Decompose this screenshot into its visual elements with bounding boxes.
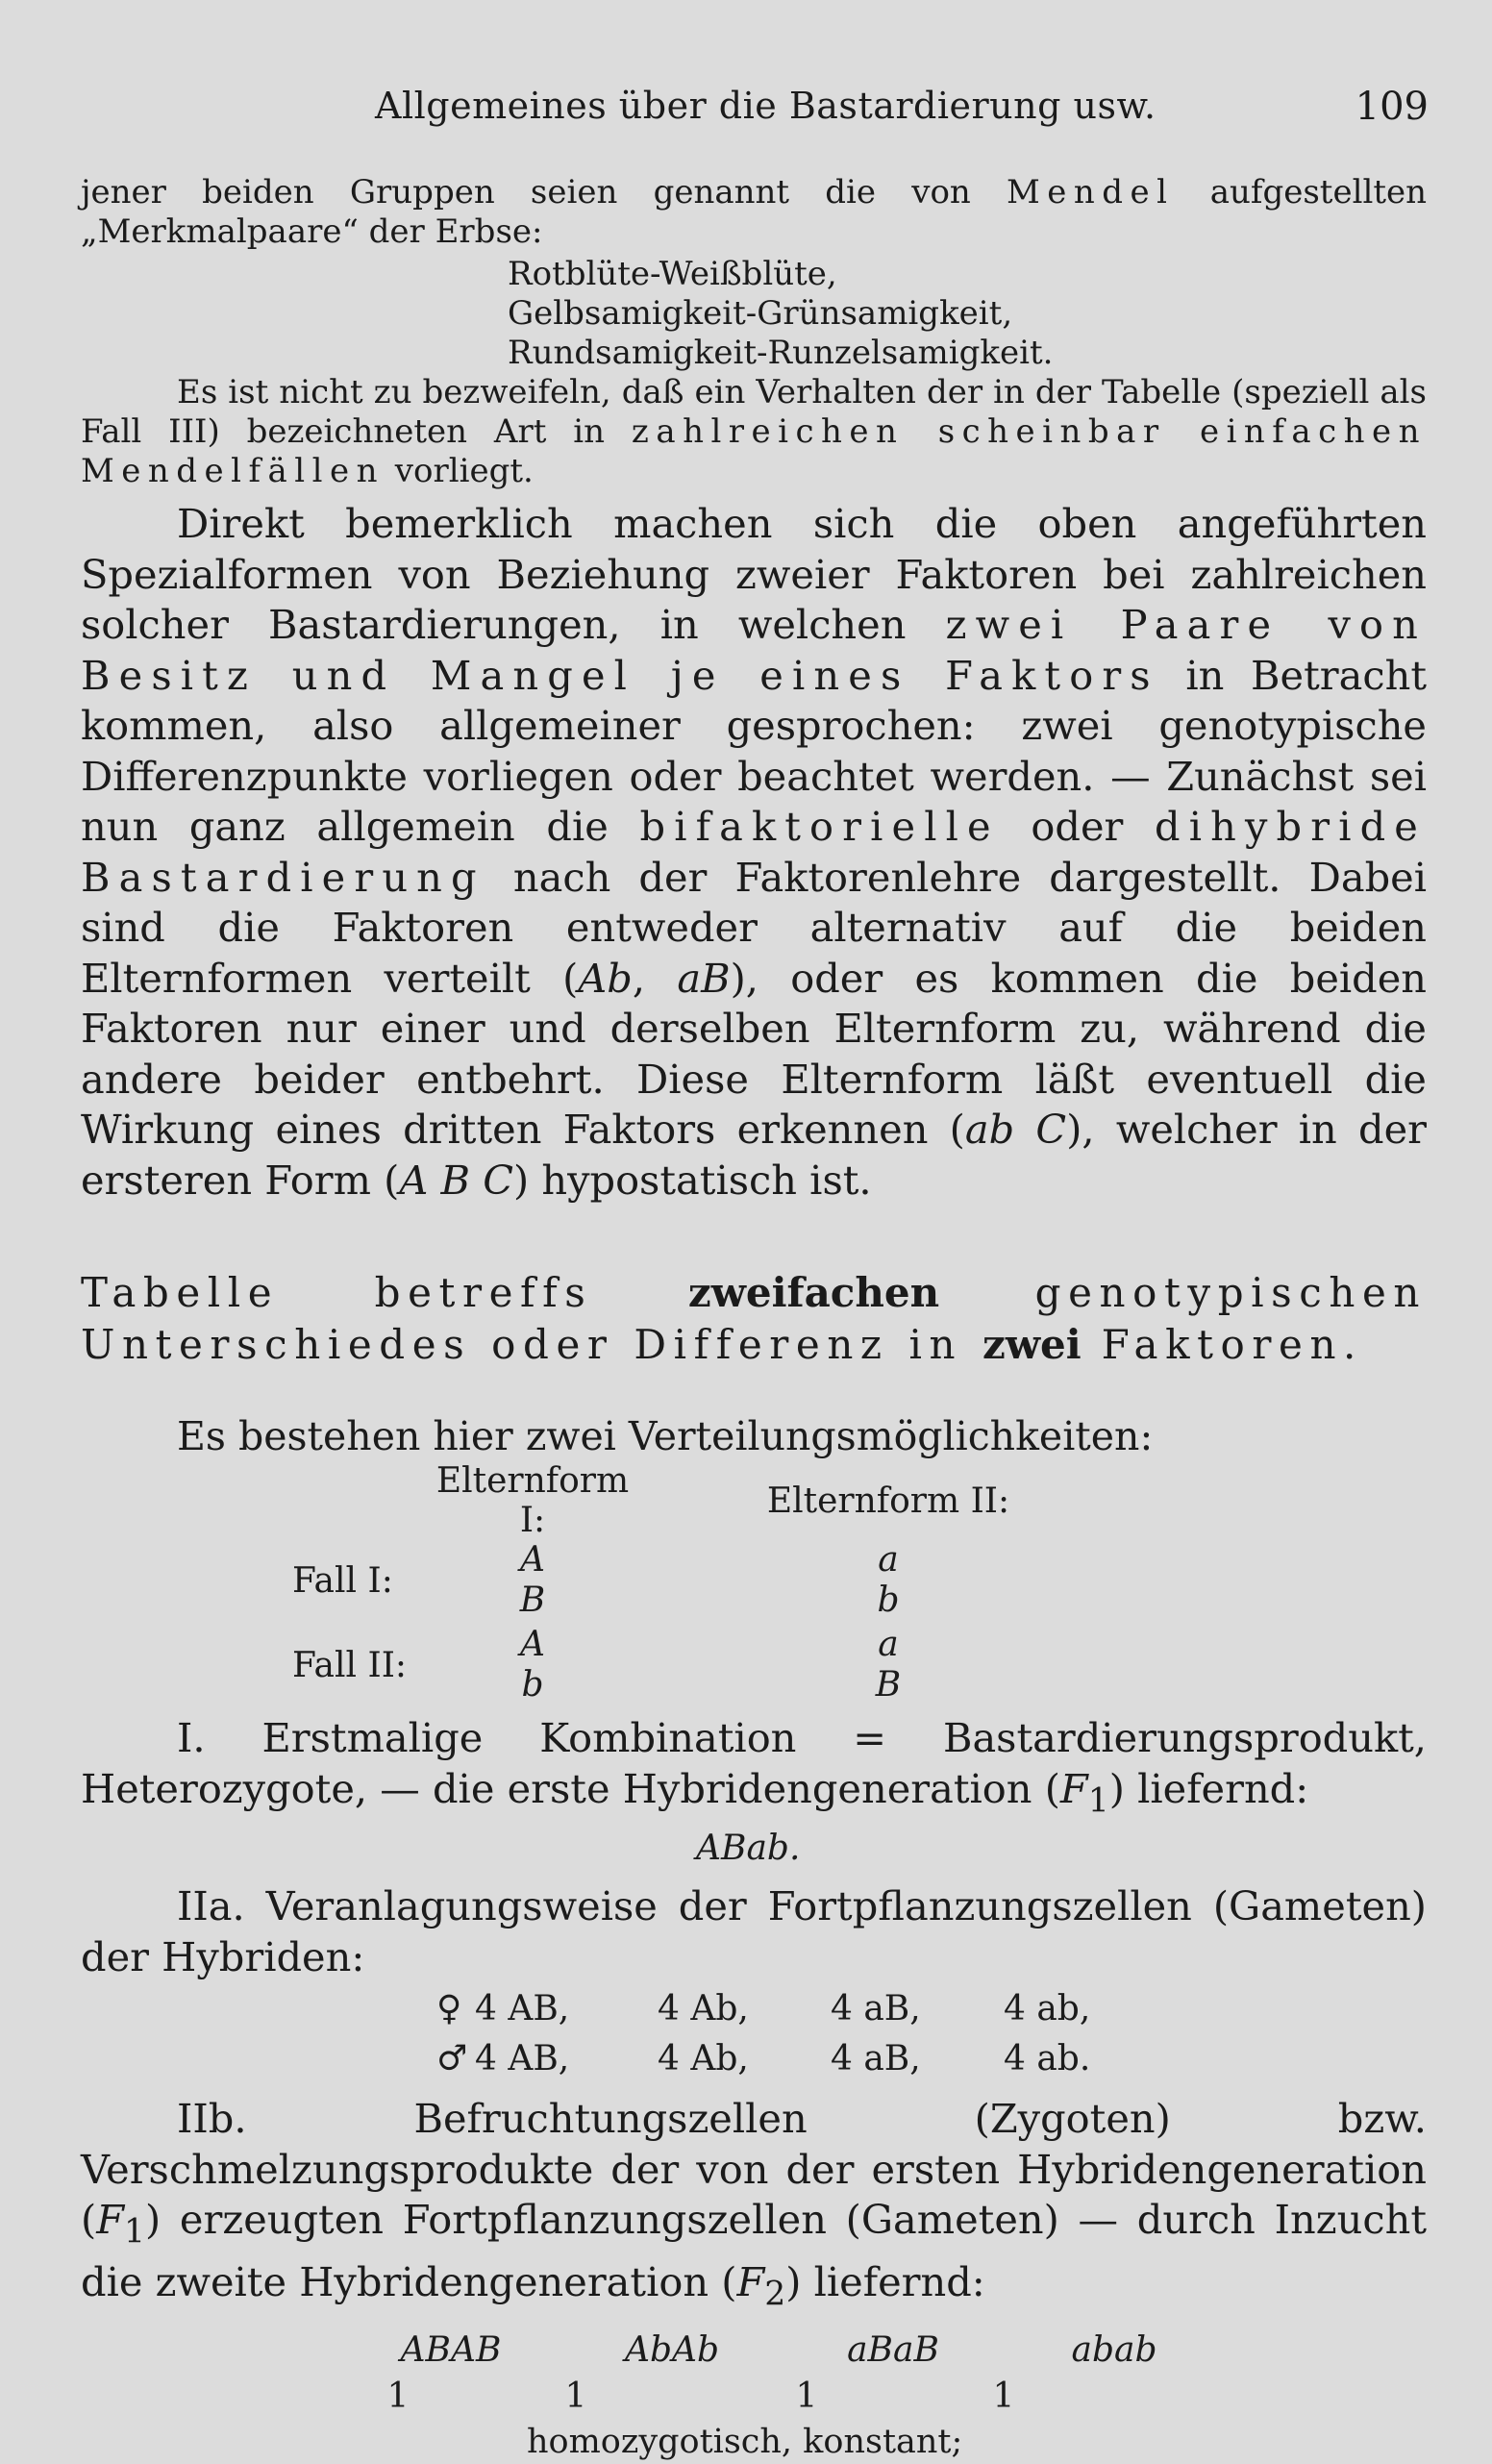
formula: F [736,2258,765,2306]
count: 1 [992,2376,1015,2416]
fall-label: Fall II: [292,1645,408,1685]
gamete: 4 aB, [831,1989,921,2029]
text-run: ) erzeugten Fortpflanzungszellen (Gameten) — durch Inzucht die zweite Hybridengeneration ( [81,2196,1427,2306]
male-gametes [436,2034,1427,2084]
table-heading [81,1267,1427,1371]
gamete: 4 Ab, [658,2039,749,2079]
column-header-elternform-2: Elternform II: [766,1481,1010,1521]
genotype: AbAb [624,2329,720,2370]
formula: aB [677,954,731,1002]
section-1 [81,1713,1427,1826]
text-run: ), oder es kommen die beiden Faktoren nur einer und derselben Elternform zu, während die andere beider entbehrt. Diese Elternform läßt eventuell die Wirkung eines dritten Faktors erkennen ( [81,954,1428,1153]
text-run: ) liefernd: [785,2258,985,2306]
bold-word: zwei [982,1321,1082,1368]
gamete: 4 Ab, [658,1989,749,2029]
paragraph-mendel-intro [81,173,1427,252]
homozygous-note: homozygotisch, konstant; [527,2422,963,2461]
text-run: aufgestellten „Merkmalpaare“ der Erbse: [81,173,1427,251]
text-run: ), welcher in der ersteren Form ( [81,1106,1427,1204]
column-header-elternform-1: Elternform I: [435,1461,630,1540]
text-run: vorliegt. [384,452,534,490]
text-run: , [632,954,678,1002]
formula-abab: ABab. [696,1829,801,1869]
list-item: Gelbsamigkeit-Grünsamigkeit, [508,294,1013,333]
subscript: 1 [1087,1780,1109,1820]
list-item: Rundsamigkeit-Runzelsamigkeit. [508,334,1054,372]
factor: a [878,1540,899,1580]
table-row [292,1540,1013,1621]
page-body [81,173,1427,2464]
page-number: 109 [1355,85,1429,129]
distribution-intro: Es bestehen hier zwei Verteilungsmöglichkeiten: [177,1413,1154,1459]
text-run: Es ist nicht zu bezweifeln, daß ein Verhalten der in der Tabelle (speziell als Fall III) bezeichneten Art in [81,373,1427,451]
factor-stack [859,1540,917,1621]
female-gametes [436,1984,1427,2034]
text-run: Faktoren. [1081,1321,1363,1368]
formula: F [96,2196,124,2244]
emphasis-spaced: bifaktorielle [639,803,1000,850]
running-header [87,85,1429,133]
formula: F [1059,1764,1088,1812]
genotype: abab [1071,2329,1157,2370]
text-run: in Betracht kommen, also allgemeiner gesprochen: zwei genotypische Differenzpunkte vorliegen oder beachtet werden. — Zunächst sei nun ganz allgemein die [81,651,1427,850]
formula: A B C [399,1156,513,1204]
gamete-list [81,1984,1427,2084]
text-run: ) hypostatisch ist. [512,1156,872,1204]
text-run: IIb. Befruchtungszellen (Zygoten) bzw. Verschmelzungsprodukte der von der ersten Hybridengeneration ( [81,2095,1427,2244]
gamete: 4 ab. [1004,2039,1091,2079]
formula: ab C [964,1106,1067,1153]
gamete: 4 AB, [475,1989,570,2029]
formula: Ab [578,954,633,1002]
gamete: 4 ab, [1004,1989,1091,2029]
text-run: I. Erstmalige Kombination = Bastardierungsprodukt, Heterozygote, — die erste Hybridengeneration ( [81,1714,1427,1812]
text-run: oder [999,803,1156,850]
count: 1 [386,2376,410,2416]
list-item: Rotblüte-Weißblüte, [508,255,837,293]
factor-stack [504,1540,561,1621]
factor: B [519,1580,546,1620]
section-2a: IIa. Veranlagungsweise der Fortpflanzungszellen (Gameten) der Hybriden: [81,1882,1427,1980]
mendel-name: Mendel [1007,173,1175,212]
female-symbol: ♀ [436,1989,462,2029]
subscript: 1 [124,2212,145,2252]
emphasis-spaced: zahlreichen scheinbar einfachen Mendelfällen [81,412,1427,490]
text-run: Tabelle betreffs [81,1269,688,1316]
genotype: aBaB [847,2329,939,2370]
factor: A [520,1625,545,1664]
f2-genotypes [81,2327,1427,2374]
male-symbol: ♂ [436,2039,468,2079]
text-run: genotypischen Unterschiedes oder Differenz in [81,1269,1427,1368]
factor-stack [504,1625,561,1705]
table-header-row [292,1461,1013,1540]
bold-word: zweifachen [687,1269,940,1316]
merkmalpaare-list [508,255,1427,373]
distribution-table [292,1461,1013,1705]
text-run: nach der Faktorenlehre dargestellt. Dabei sind die Faktoren entweder alternativ auf die beiden Elternformen verteilt ( [81,853,1427,1002]
running-title: Allgemeines über die Bastardierung usw. [375,85,1156,127]
paragraph-mendelfaelle [81,373,1427,491]
factor: a [878,1625,899,1664]
gamete: 4 AB, [475,2039,570,2079]
paragraph-direkt [81,499,1427,1206]
factor-stack [859,1625,917,1705]
text-run: jener beiden Gruppen seien genannt die von [81,173,1007,212]
text-run: Direkt bemerklich machen sich die oben angeführten Spezialformen von Beziehung zweier Faktoren bei zahlreichen solcher Bastardierungen, in welchen [81,500,1427,648]
fall-label: Fall I: [292,1560,393,1601]
gamete: 4 aB, [831,2039,921,2079]
table-row [292,1621,1013,1705]
genotype: ABAB [400,2329,502,2370]
section-2b [81,2094,1427,2320]
factor: b [521,1665,544,1705]
emphasis-spaced: dihybride Bastardierung [81,803,1427,901]
factor: b [877,1580,900,1620]
factor: A [520,1540,545,1580]
subscript: 2 [764,2275,786,2314]
count: 1 [564,2376,587,2416]
count: 1 [795,2376,818,2416]
emphasis-spaced: zwei Paare von Besitz und Mangel je eines Faktors [81,601,1427,699]
factor: B [875,1665,902,1705]
text-run: ) liefernd: [1108,1764,1309,1812]
f2-counts [81,2374,1427,2420]
